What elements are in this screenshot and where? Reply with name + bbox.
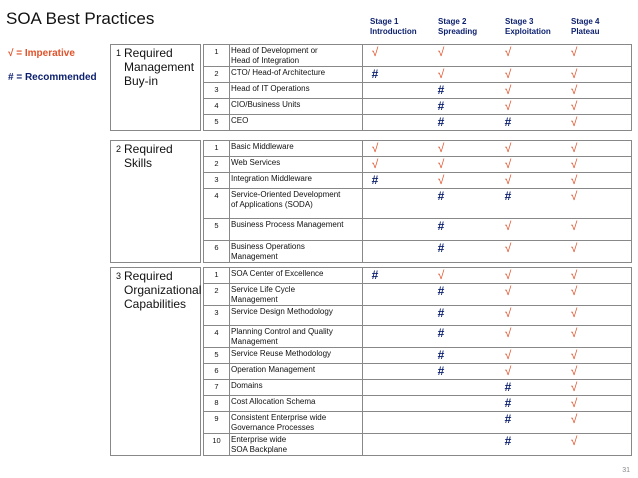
stage-label: Stage 1 [370,17,399,26]
imperative-mark-stage-2: √ [437,141,445,155]
recommended-mark-stage-3: # [504,396,512,410]
row-number: 5 [204,219,230,240]
imperative-mark-stage-2: √ [437,268,445,282]
row-description [231,46,361,66]
recommended-mark-stage-3: # [504,412,512,426]
imperative-mark-stage-3: √ [504,173,512,187]
row-number: 2 [204,157,230,172]
row-number: 8 [204,396,230,411]
section-rows [203,44,632,131]
row-number: 1 [204,45,230,66]
section-title-line: Capabilities [124,297,187,311]
row-number: 3 [204,306,230,325]
description-line: Cost Allocation Schema [231,397,316,406]
imperative-mark-stage-4: √ [570,306,578,320]
row-number: 6 [204,241,230,262]
description-line: CTO/ Head-of Architecture [231,68,326,77]
recommended-mark-stage-2: # [437,115,445,129]
section-title-line: Required [124,46,173,60]
stage-name: Introduction [370,27,417,36]
imperative-mark-stage-4: √ [570,412,578,426]
row-number: 5 [204,348,230,363]
imperative-mark-stage-3: √ [504,268,512,282]
legend-imperative: √ = Imperative [8,48,75,59]
row-number: 4 [204,189,230,218]
row-description [231,100,361,110]
imperative-mark-stage-2: √ [437,173,445,187]
imperative-mark-stage-4: √ [570,284,578,298]
imperative-mark-stage-4: √ [570,45,578,59]
description-line: Governance Processes [231,423,315,432]
description-line: of Applications (SODA) [231,200,313,209]
row-number: 3 [204,173,230,188]
row-number: 4 [204,326,230,347]
imperative-mark-stage-4: √ [570,173,578,187]
table-row [203,268,632,284]
imperative-mark-stage-4: √ [570,115,578,129]
table-row [203,45,632,67]
table-row [203,189,632,219]
imperative-mark-stage-3: √ [504,284,512,298]
imperative-mark-stage-3: √ [504,141,512,155]
table-row [203,348,632,364]
imperative-mark-stage-1: √ [371,141,379,155]
row-description [231,365,361,375]
table-row [203,364,632,380]
section-title [124,46,194,88]
description-line: Management [231,295,278,304]
description-line: Enterprise wide [231,435,287,444]
table-row [203,241,632,263]
row-number: 9 [204,412,230,433]
table-row [203,326,632,348]
page-title: SOA Best Practices [6,9,155,28]
imperative-mark-stage-4: √ [570,434,578,448]
table-row [203,99,632,115]
table-row [203,173,632,189]
row-description [231,242,361,262]
recommended-mark-stage-1: # [371,268,379,282]
description-line: Basic Middleware [231,142,294,151]
imperative-mark-stage-4: √ [570,268,578,282]
imperative-mark-stage-3: √ [504,348,512,362]
row-description [231,349,361,359]
row-description [231,220,361,230]
row-description [231,327,361,347]
row-number: 6 [204,364,230,379]
row-number: 7 [204,380,230,395]
imperative-mark-stage-3: √ [504,67,512,81]
row-number: 3 [204,83,230,98]
row-description [231,285,361,305]
description-line: Service Reuse Methodology [231,349,332,358]
row-description [231,397,361,407]
recommended-mark-stage-2: # [437,306,445,320]
row-number: 2 [204,67,230,82]
row-description [231,158,361,168]
table-row [203,83,632,99]
stage-label: Stage 2 [438,17,467,26]
stage-name: Spreading [438,27,478,36]
section-title-line: Management [124,60,195,74]
imperative-mark-stage-3: √ [504,306,512,320]
stage-name: Plateau [571,27,600,36]
table-row [203,396,632,412]
recommended-mark-stage-2: # [437,83,445,97]
description-line: SOA Center of Excellence [231,269,324,278]
imperative-mark-stage-3: √ [504,83,512,97]
description-line: Service Life Cycle [231,285,296,294]
imperative-mark-stage-3: √ [504,99,512,113]
row-number: 10 [204,434,230,455]
description-line: Business Operations [231,242,305,251]
table-row [203,412,632,434]
recommended-mark-stage-2: # [437,326,445,340]
section-title-line: Required [124,142,173,156]
description-line: Operation Management [231,365,316,374]
description-line: Head of IT Operations [231,84,310,93]
row-description [231,84,361,94]
page-number: 31 [622,467,630,474]
section-rows [203,267,632,456]
description-line: Management [231,252,278,261]
section-title [124,142,173,170]
imperative-mark-stage-3: √ [504,326,512,340]
imperative-mark-stage-1: √ [371,157,379,171]
section-title [124,269,201,311]
recommended-mark-stage-2: # [437,348,445,362]
stage-header-1 [370,17,432,37]
stage-header-3 [505,17,567,37]
recommended-mark-stage-3: # [504,189,512,203]
row-number: 2 [204,284,230,305]
stage-header-4 [571,17,633,37]
section-label-box [110,140,201,263]
recommended-mark-stage-2: # [437,189,445,203]
row-number: 5 [204,115,230,130]
description-line: Service-Oriented Development [231,190,341,199]
table-row [203,115,632,131]
description-line: CEO [231,116,249,125]
section-title-line: Organizational [124,283,202,297]
stage-label: Stage 3 [505,17,534,26]
row-description [231,413,361,433]
imperative-mark-stage-3: √ [504,364,512,378]
imperative-mark-stage-4: √ [570,189,578,203]
recommended-mark-stage-2: # [437,241,445,255]
section-3 [110,267,632,456]
row-description [231,174,361,184]
recommended-mark-stage-3: # [504,115,512,129]
recommended-mark-stage-1: # [371,173,379,187]
recommended-mark-stage-2: # [437,99,445,113]
recommended-mark-stage-3: # [504,434,512,448]
recommended-mark-stage-2: # [437,364,445,378]
imperative-mark-stage-4: √ [570,364,578,378]
section-number: 2 [116,144,122,154]
imperative-mark-stage-4: √ [570,99,578,113]
section-number: 1 [116,48,122,58]
table-row [203,284,632,306]
imperative-mark-stage-3: √ [504,219,512,233]
recommended-mark-stage-2: # [437,219,445,233]
legend-recommended: # = Recommended [8,72,97,83]
table-row [203,380,632,396]
imperative-mark-stage-4: √ [570,348,578,362]
imperative-mark-stage-3: √ [504,241,512,255]
recommended-mark-stage-3: # [504,380,512,394]
stage-header-2 [438,17,500,37]
description-line: Service Design Methodology [231,307,333,316]
imperative-mark-stage-4: √ [570,380,578,394]
section-number: 3 [116,271,122,281]
recommended-mark-stage-1: # [371,67,379,81]
row-description [231,381,361,391]
description-line: Business Process Management [231,220,344,229]
row-description [231,435,361,455]
row-number: 1 [204,141,230,156]
row-description [231,68,361,78]
stage-name: Exploitation [505,27,551,36]
row-number: 1 [204,268,230,283]
description-line: Head of Development or [231,46,318,55]
description-line: Web Services [231,158,281,167]
section-label-box [110,44,201,131]
section-title-line: Buy-in [124,74,159,88]
table-row [203,141,632,157]
section-rows [203,140,632,263]
imperative-mark-stage-4: √ [570,67,578,81]
imperative-mark-stage-4: √ [570,326,578,340]
recommended-mark-stage-2: # [437,284,445,298]
table-row [203,434,632,456]
row-description [231,190,361,210]
imperative-mark-stage-4: √ [570,141,578,155]
row-number: 4 [204,99,230,114]
description-line: CIO/Business Units [231,100,301,109]
imperative-mark-stage-4: √ [570,396,578,410]
imperative-mark-stage-4: √ [570,241,578,255]
section-2 [110,140,632,263]
description-line: Integration Middleware [231,174,312,183]
description-line: SOA Backplane [231,445,288,454]
description-line: Planning Control and Quality [231,327,333,336]
row-description [231,116,361,126]
description-line: Consistent Enterprise wide [231,413,327,422]
row-description [231,307,361,317]
row-description [231,142,361,152]
imperative-mark-stage-4: √ [570,83,578,97]
table-row [203,67,632,83]
table-row [203,157,632,173]
section-title-line: Required [124,269,173,283]
section-title-line: Skills [124,156,153,170]
section-label-box [110,267,201,456]
imperative-mark-stage-1: √ [371,45,379,59]
table-row [203,219,632,241]
imperative-mark-stage-2: √ [437,67,445,81]
description-line: Head of Integration [231,56,300,65]
description-line: Management [231,337,278,346]
table-row [203,306,632,326]
description-line: Domains [231,381,263,390]
row-description [231,269,361,279]
imperative-mark-stage-2: √ [437,157,445,171]
stage-label: Stage 4 [571,17,600,26]
imperative-mark-stage-4: √ [570,157,578,171]
section-1 [110,44,632,131]
imperative-mark-stage-3: √ [504,45,512,59]
imperative-mark-stage-3: √ [504,157,512,171]
imperative-mark-stage-4: √ [570,219,578,233]
imperative-mark-stage-2: √ [437,45,445,59]
